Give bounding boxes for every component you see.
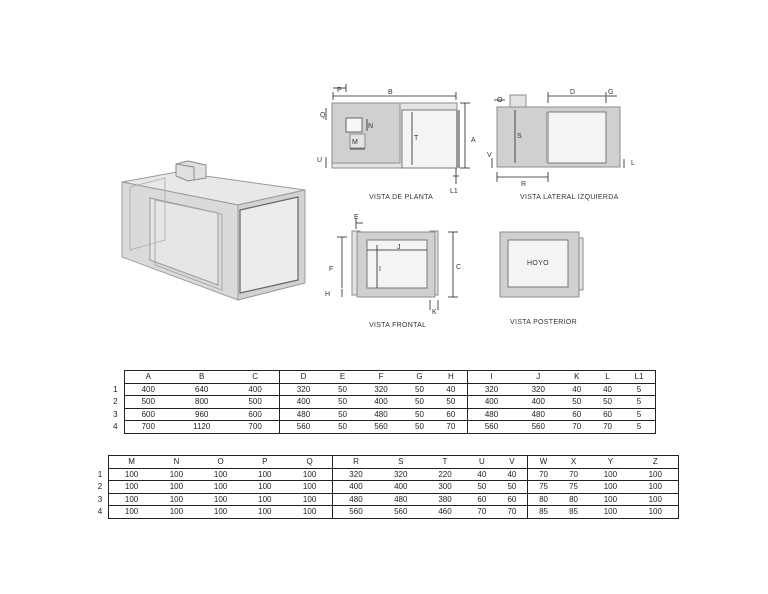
table-cell: 60 bbox=[497, 493, 528, 506]
table-cell: 400 bbox=[467, 396, 515, 409]
table-row bbox=[107, 396, 656, 409]
dim-label-l: L bbox=[631, 160, 635, 167]
table-cell: 100 bbox=[243, 493, 287, 506]
table-cell: 5 bbox=[623, 421, 656, 434]
dim-label-s: S bbox=[517, 133, 522, 140]
column-header: O bbox=[198, 456, 242, 469]
table-cell: 100 bbox=[287, 481, 333, 494]
table-cell: 100 bbox=[154, 481, 198, 494]
table-cell: 100 bbox=[633, 493, 679, 506]
dim-label-i: I bbox=[379, 266, 381, 273]
row-number: 4 bbox=[97, 507, 103, 517]
table-cell: 320 bbox=[379, 468, 423, 481]
column-header: Y bbox=[588, 456, 632, 469]
column-header: N bbox=[154, 456, 198, 469]
table-cell: 60 bbox=[561, 408, 592, 421]
dim-label-h: H bbox=[325, 291, 331, 298]
dim-label-o: O bbox=[497, 97, 503, 104]
table-cell: 800 bbox=[172, 396, 231, 409]
table-cell: 50 bbox=[497, 481, 528, 494]
table-cell: 100 bbox=[108, 506, 154, 519]
column-header: H bbox=[435, 371, 467, 384]
table-cell: 460 bbox=[423, 506, 467, 519]
column-header: G bbox=[404, 371, 435, 384]
table-cell: 40 bbox=[592, 383, 623, 396]
table-row bbox=[92, 506, 679, 519]
column-header: L bbox=[592, 371, 623, 384]
table-cell: 1120 bbox=[172, 421, 231, 434]
table-cell: 560 bbox=[333, 506, 379, 519]
table-cell: 560 bbox=[358, 421, 404, 434]
table-cell: 100 bbox=[287, 493, 333, 506]
table-row bbox=[107, 421, 656, 434]
column-header: I bbox=[467, 371, 515, 384]
column-header: P bbox=[243, 456, 287, 469]
column-header: C bbox=[231, 371, 279, 384]
table-cell: 640 bbox=[172, 383, 231, 396]
table-cell: 60 bbox=[592, 408, 623, 421]
dim-label-e: E bbox=[354, 214, 359, 221]
table-cell: 70 bbox=[559, 468, 588, 481]
table-cell: 100 bbox=[243, 481, 287, 494]
table-cell: 100 bbox=[588, 468, 632, 481]
table-cell: 5 bbox=[623, 383, 656, 396]
front-view bbox=[325, 214, 461, 329]
table-cell: 220 bbox=[423, 468, 467, 481]
row-number: 2 bbox=[113, 397, 118, 407]
table-cell: 70 bbox=[497, 506, 528, 519]
table-cell: 100 bbox=[108, 481, 154, 494]
column-header: W bbox=[528, 456, 559, 469]
table-cell: 50 bbox=[467, 481, 496, 494]
table-cell: 480 bbox=[467, 408, 515, 421]
column-header: Z bbox=[633, 456, 679, 469]
table-cell: 100 bbox=[588, 481, 632, 494]
column-header: U bbox=[467, 456, 496, 469]
row-number: 4 bbox=[113, 422, 118, 432]
table-cell: 50 bbox=[327, 421, 358, 434]
table-cell: 100 bbox=[198, 506, 242, 519]
row-number: 3 bbox=[97, 494, 103, 504]
table-cell: 50 bbox=[404, 408, 435, 421]
table-cell: 560 bbox=[515, 421, 561, 434]
table-cell: 60 bbox=[467, 493, 496, 506]
table-cell: 100 bbox=[198, 468, 242, 481]
table-cell: 480 bbox=[379, 493, 423, 506]
table-cell: 320 bbox=[358, 383, 404, 396]
table-cell: 100 bbox=[198, 481, 242, 494]
table-cell: 100 bbox=[243, 468, 287, 481]
table-cell: 75 bbox=[528, 481, 559, 494]
table-cell: 560 bbox=[467, 421, 515, 434]
table-cell: 400 bbox=[358, 396, 404, 409]
table-cell: 480 bbox=[358, 408, 404, 421]
table-cell: 60 bbox=[435, 408, 467, 421]
table-cell: 480 bbox=[515, 408, 561, 421]
table-cell: 70 bbox=[561, 421, 592, 434]
table-cell: 100 bbox=[243, 506, 287, 519]
dim-label-a: A bbox=[471, 137, 476, 144]
column-header: Q bbox=[287, 456, 333, 469]
dimensions-table-2 bbox=[92, 455, 679, 519]
table-cell: 700 bbox=[231, 421, 279, 434]
table-cell: 50 bbox=[435, 396, 467, 409]
caption-vista-planta: VISTA DE PLANTA bbox=[369, 194, 434, 201]
table-cell: 50 bbox=[404, 383, 435, 396]
table-cell: 100 bbox=[633, 481, 679, 494]
table-header-row bbox=[92, 456, 679, 469]
table-cell: 85 bbox=[528, 506, 559, 519]
table-cell: 40 bbox=[561, 383, 592, 396]
table-row bbox=[92, 493, 679, 506]
table-cell: 50 bbox=[327, 396, 358, 409]
caption-vista-posterior: VISTA POSTERIOR bbox=[510, 319, 577, 326]
table-cell: 70 bbox=[592, 421, 623, 434]
column-header: J bbox=[515, 371, 561, 384]
column-header: T bbox=[423, 456, 467, 469]
table-cell: 70 bbox=[528, 468, 559, 481]
table-cell: 40 bbox=[467, 468, 496, 481]
table-cell: 75 bbox=[559, 481, 588, 494]
column-header: V bbox=[497, 456, 528, 469]
table-cell: 320 bbox=[467, 383, 515, 396]
table-cell: 320 bbox=[515, 383, 561, 396]
column-header: D bbox=[279, 371, 327, 384]
column-header: X bbox=[559, 456, 588, 469]
table-cell: 70 bbox=[435, 421, 467, 434]
isometric-box bbox=[122, 161, 305, 300]
table-cell: 400 bbox=[333, 481, 379, 494]
column-header: L1 bbox=[623, 371, 656, 384]
column-header: F bbox=[358, 371, 404, 384]
dim-label-q: Q bbox=[320, 112, 326, 119]
table-cell: 100 bbox=[633, 468, 679, 481]
table-cell: 50 bbox=[561, 396, 592, 409]
table-cell: 600 bbox=[124, 408, 172, 421]
table-cell: 100 bbox=[287, 468, 333, 481]
table-cell: 100 bbox=[287, 506, 333, 519]
table-cell: 560 bbox=[379, 506, 423, 519]
table-cell: 400 bbox=[279, 396, 327, 409]
dim-label-f: F bbox=[329, 266, 334, 273]
table-cell: 400 bbox=[124, 383, 172, 396]
caption-vista-lateral: VISTA LATERAL IZQUIERDA bbox=[520, 194, 619, 201]
left-side-view bbox=[487, 89, 635, 201]
row-number-header bbox=[107, 371, 124, 384]
dim-label-k: K bbox=[432, 309, 437, 316]
table-row bbox=[107, 383, 656, 396]
column-header: K bbox=[561, 371, 592, 384]
dim-label-m: M bbox=[352, 139, 358, 146]
table-cell: 400 bbox=[231, 383, 279, 396]
column-header: R bbox=[333, 456, 379, 469]
column-header: M bbox=[108, 456, 154, 469]
dim-label-u: U bbox=[317, 157, 323, 164]
dim-label-d: D bbox=[570, 89, 576, 96]
table-cell: 100 bbox=[108, 493, 154, 506]
table-cell: 80 bbox=[559, 493, 588, 506]
table-cell: 50 bbox=[404, 396, 435, 409]
dim-label-l1: L1 bbox=[450, 188, 458, 195]
table-cell: 100 bbox=[198, 493, 242, 506]
table-cell: 100 bbox=[588, 493, 632, 506]
dim-label-n: N bbox=[368, 123, 374, 130]
dimensions-table-1 bbox=[107, 370, 656, 434]
row-number: 3 bbox=[113, 409, 118, 419]
label-hoyo: HOYO bbox=[527, 260, 549, 267]
dim-label-j: J bbox=[397, 244, 401, 251]
table-cell: 600 bbox=[231, 408, 279, 421]
column-header: E bbox=[327, 371, 358, 384]
table-cell: 500 bbox=[124, 396, 172, 409]
table-row bbox=[92, 468, 679, 481]
table-cell: 380 bbox=[423, 493, 467, 506]
table-cell: 560 bbox=[279, 421, 327, 434]
table-cell: 50 bbox=[404, 421, 435, 434]
table-cell: 70 bbox=[467, 506, 496, 519]
table-cell: 50 bbox=[592, 396, 623, 409]
table-cell: 320 bbox=[333, 468, 379, 481]
table-cell: 100 bbox=[154, 506, 198, 519]
table-cell: 100 bbox=[154, 493, 198, 506]
table-cell: 50 bbox=[327, 408, 358, 421]
row-number-header bbox=[92, 456, 108, 469]
dim-label-c: C bbox=[456, 264, 462, 271]
top-view bbox=[317, 84, 476, 201]
table-cell: 5 bbox=[623, 408, 656, 421]
table-cell: 100 bbox=[154, 468, 198, 481]
table-cell: 40 bbox=[435, 383, 467, 396]
table-cell: 480 bbox=[279, 408, 327, 421]
column-header: A bbox=[124, 371, 172, 384]
table-cell: 300 bbox=[423, 481, 467, 494]
column-header: B bbox=[172, 371, 231, 384]
dim-label-t: T bbox=[414, 135, 419, 142]
table-cell: 100 bbox=[108, 468, 154, 481]
column-header: S bbox=[379, 456, 423, 469]
dim-label-p: P bbox=[337, 87, 342, 94]
table-cell: 400 bbox=[515, 396, 561, 409]
table-cell: 40 bbox=[497, 468, 528, 481]
table-cell: 400 bbox=[379, 481, 423, 494]
dim-label-g: G bbox=[608, 89, 614, 96]
dim-label-b: B bbox=[388, 89, 393, 96]
table-cell: 320 bbox=[279, 383, 327, 396]
table-cell: 5 bbox=[623, 396, 656, 409]
table-cell: 500 bbox=[231, 396, 279, 409]
caption-vista-frontal: VISTA FRONTAL bbox=[369, 322, 427, 329]
dim-label-r: R bbox=[521, 181, 527, 188]
row-number: 2 bbox=[97, 482, 103, 492]
table-cell: 700 bbox=[124, 421, 172, 434]
table-cell: 480 bbox=[333, 493, 379, 506]
row-number: 1 bbox=[97, 469, 103, 479]
table-header-row bbox=[107, 371, 656, 384]
table-cell: 50 bbox=[327, 383, 358, 396]
table-row bbox=[92, 481, 679, 494]
table-cell: 85 bbox=[559, 506, 588, 519]
table-cell: 100 bbox=[633, 506, 679, 519]
table-cell: 100 bbox=[588, 506, 632, 519]
dim-label-v: V bbox=[487, 152, 492, 159]
back-view bbox=[500, 232, 583, 326]
row-number: 1 bbox=[113, 384, 118, 394]
table-row bbox=[107, 408, 656, 421]
table-cell: 960 bbox=[172, 408, 231, 421]
table-cell: 80 bbox=[528, 493, 559, 506]
